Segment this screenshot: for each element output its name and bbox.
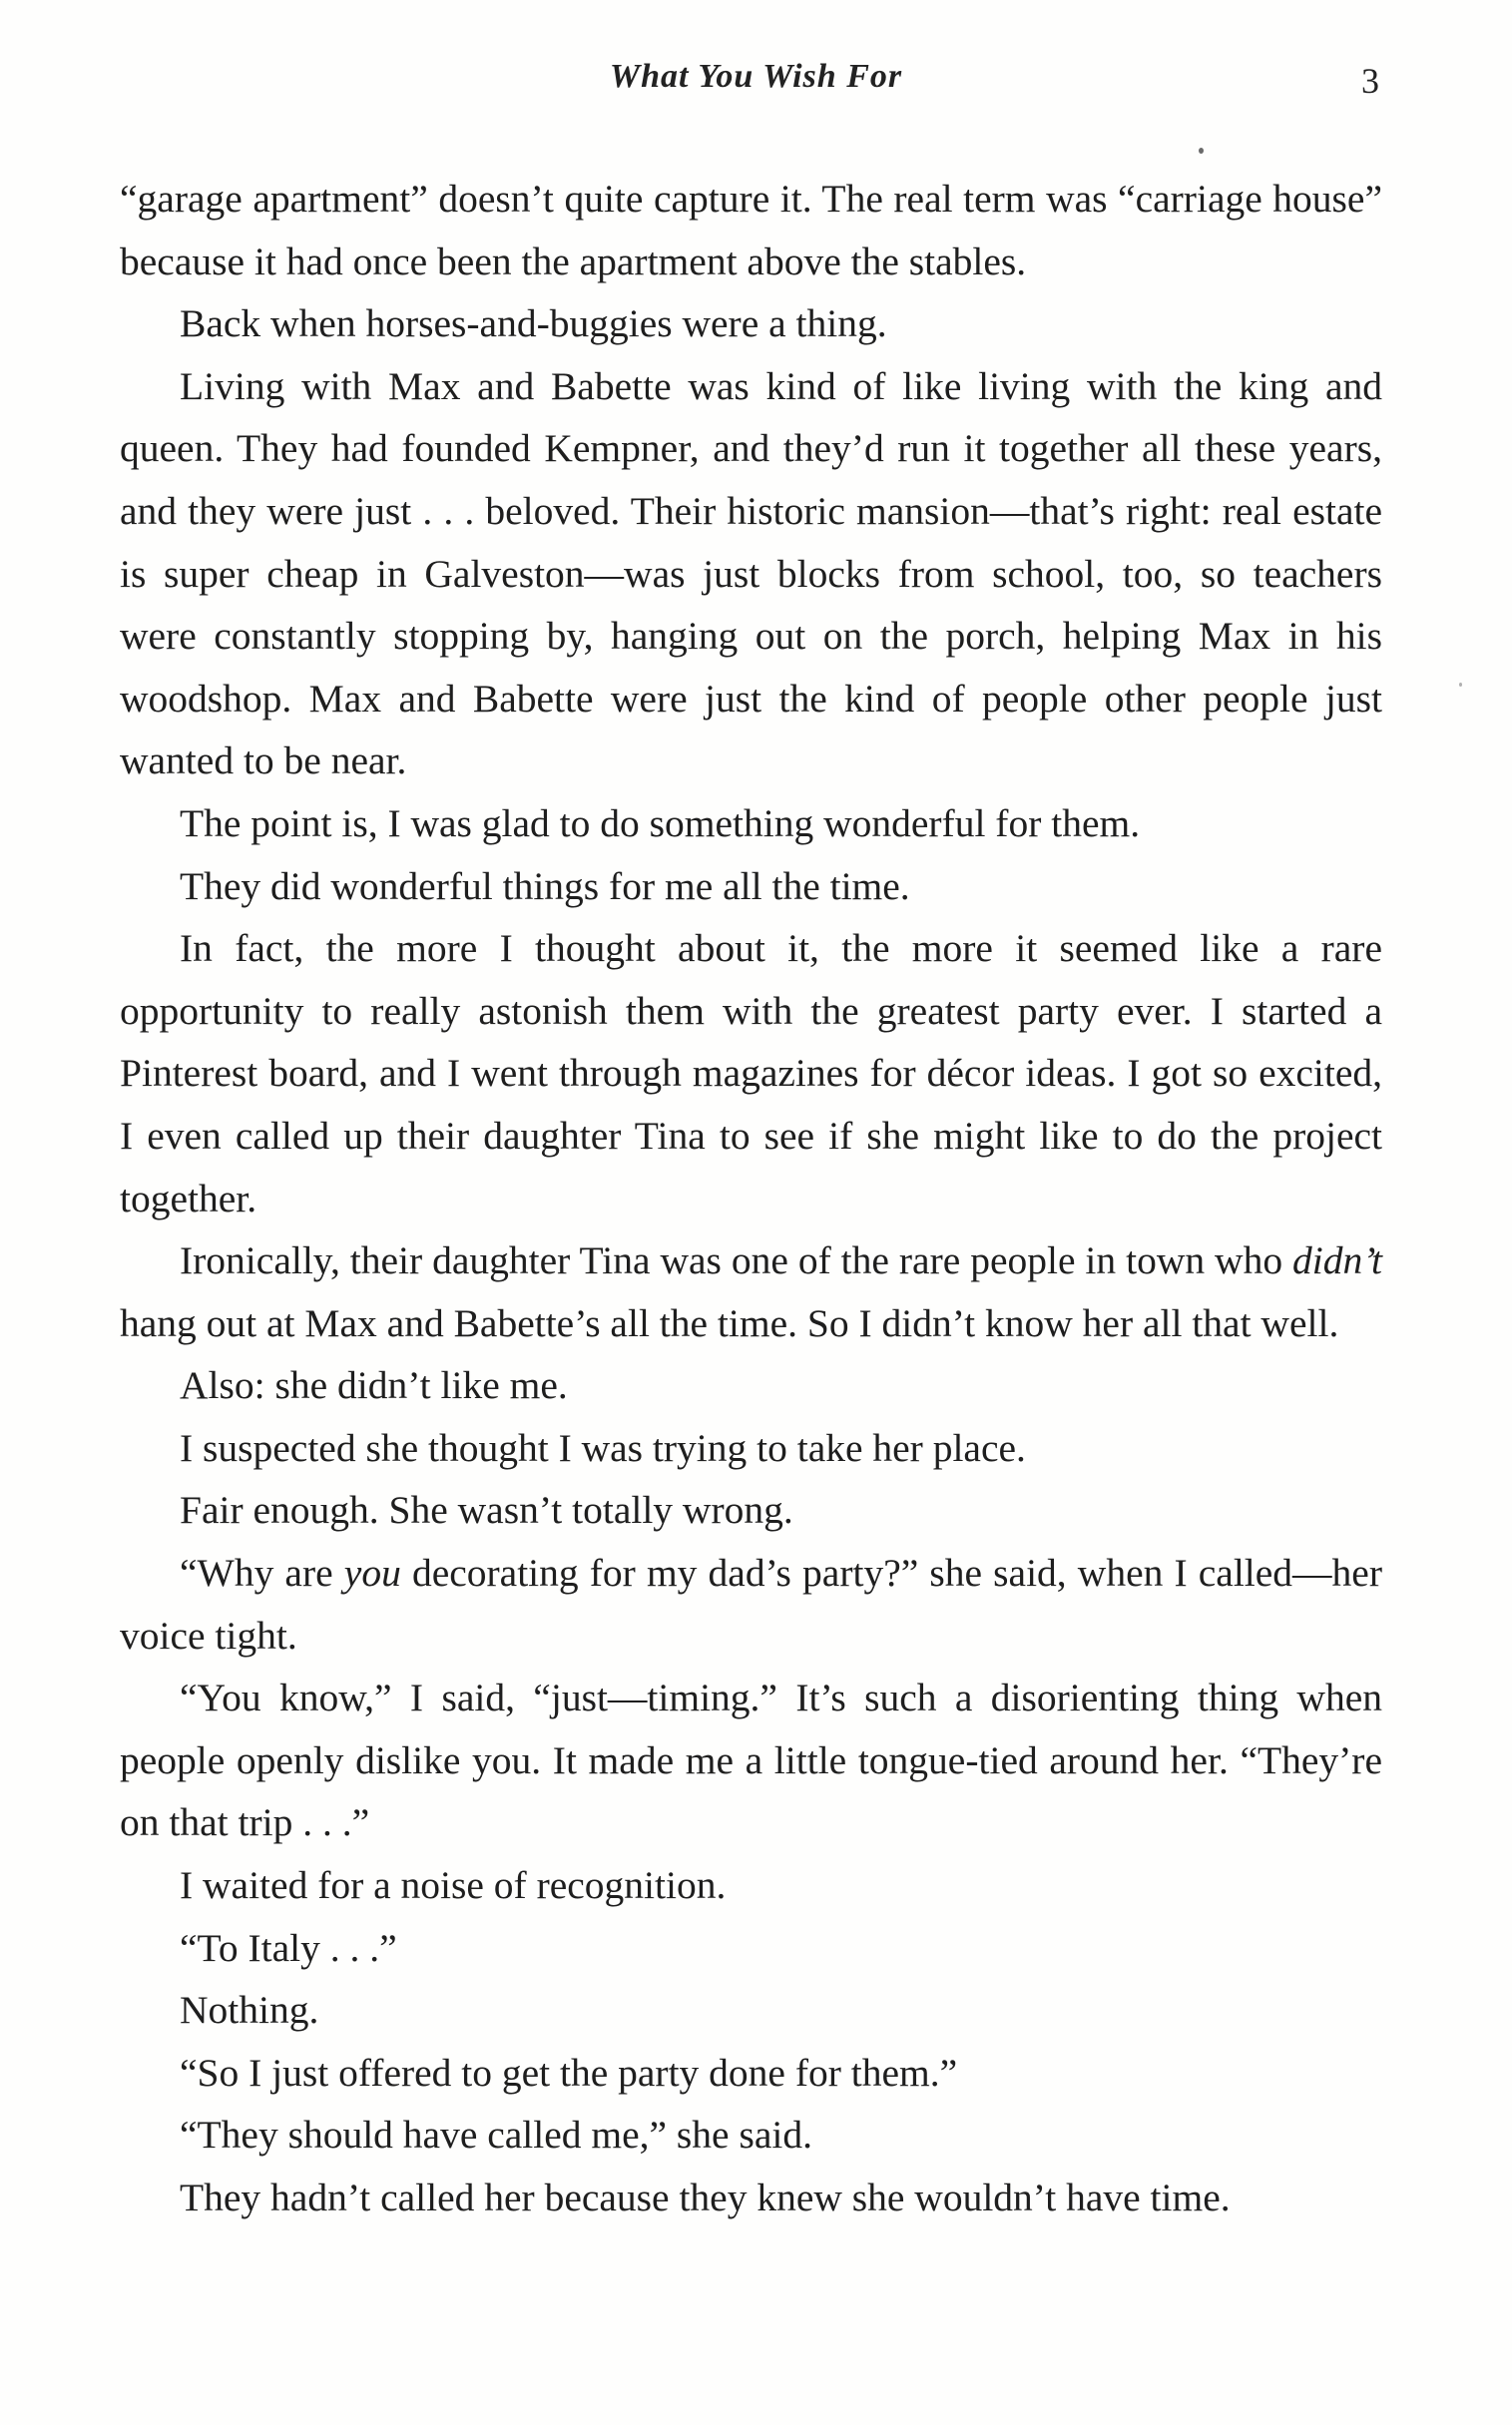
paragraph [120,2042,1382,2105]
paragraph-text: hang out at Max and Babette’s all the time. So I didn’t know her all that well. [120,1300,1339,1345]
paragraph [120,1854,1382,1917]
paragraph-text: “To Italy . . .” [180,1925,397,1970]
paragraph-text: Nothing. [180,1988,319,2033]
scan-speck [1459,683,1462,687]
paragraph [120,2104,1382,2167]
page-number: 3 [1361,61,1379,101]
paragraph-text: decorating for my dad’s party?” she said, when I called—her voice tight. [120,1551,1382,1658]
running-head [0,58,1512,108]
paragraph [120,917,1382,1229]
paragraph [120,792,1382,855]
paragraph-text: Living with Max and Babette was kind of like living with the king and queen. They had founded Kempner, and they’d run it together all these years, and they were just . . . beloved. Their historic mansion—that’s right: real estate is super cheap in Galveston—was just blocks from school, too, so teachers were constantly stopping by, hanging out on the porch, helping Max in his woodshop. Max and Babette were just the kind of people other people just wanted to be near. [120,363,1382,783]
paragraph-text: “They should have called me,” she said. [180,2113,812,2158]
paragraph [120,1542,1382,1667]
paragraph [120,2167,1382,2229]
paragraph [120,855,1382,918]
paragraph [120,1979,1382,2042]
paragraph [120,1354,1382,1417]
paragraph [120,355,1382,792]
scan-speck [1199,148,1204,154]
paragraph [120,168,1382,292]
paragraph [120,292,1382,355]
paragraph [120,1229,1382,1354]
emphasized-text: didn’t [1292,1238,1382,1283]
paragraph [120,1917,1382,1980]
paragraph-text: They hadn’t called her because they knew she wouldn’t have time. [180,2176,1231,2219]
paragraph-text: Also: she didn’t like me. [180,1363,568,1408]
paragraph-text: I suspected she thought I was trying to take her place. [180,1425,1026,1470]
paragraph-text: Back when horses-and-buggies were a thing. [180,301,887,346]
running-title: What You Wish For [609,58,903,95]
paragraph-text: “So I just offered to get the party done for them.” [180,2050,958,2095]
paragraph-text: “garage apartment” doesn’t quite capture it. The real term was “carriage house” because it had once been the apartment above the stables. [120,177,1382,283]
body-text [120,168,1382,2229]
paragraph-text: “Why are [180,1551,344,1596]
paragraph [120,1417,1382,1480]
paragraph-text: “You know,” I said, “just—timing.” It’s such a disorienting thing when people openly dislike you. It made me a little tongue-tied around her. “They’re on that trip . . .” [120,1676,1382,1845]
paragraph-text: Fair enough. She wasn’t totally wrong. [180,1488,793,1533]
paragraph-text: In fact, the more I thought about it, the more it seemed like a rare opportunity to really astonish them with the greatest party ever. I started a Pinterest board, and I went through magazines for décor ideas. I got so excited, I even called up their daughter Tina to see if she might like to do the project together. [120,926,1382,1220]
emphasized-text: you [343,1551,401,1596]
paragraph [120,1667,1382,1854]
paragraph-text: The point is, I was glad to do something wonderful for them. [180,800,1141,845]
paragraph-text: I waited for a noise of recognition. [180,1863,727,1908]
paragraph-text: They did wonderful things for me all the time. [180,863,910,908]
paragraph-text: Ironically, their daughter Tina was one of the rare people in town who [180,1238,1293,1283]
paragraph [120,1479,1382,1542]
